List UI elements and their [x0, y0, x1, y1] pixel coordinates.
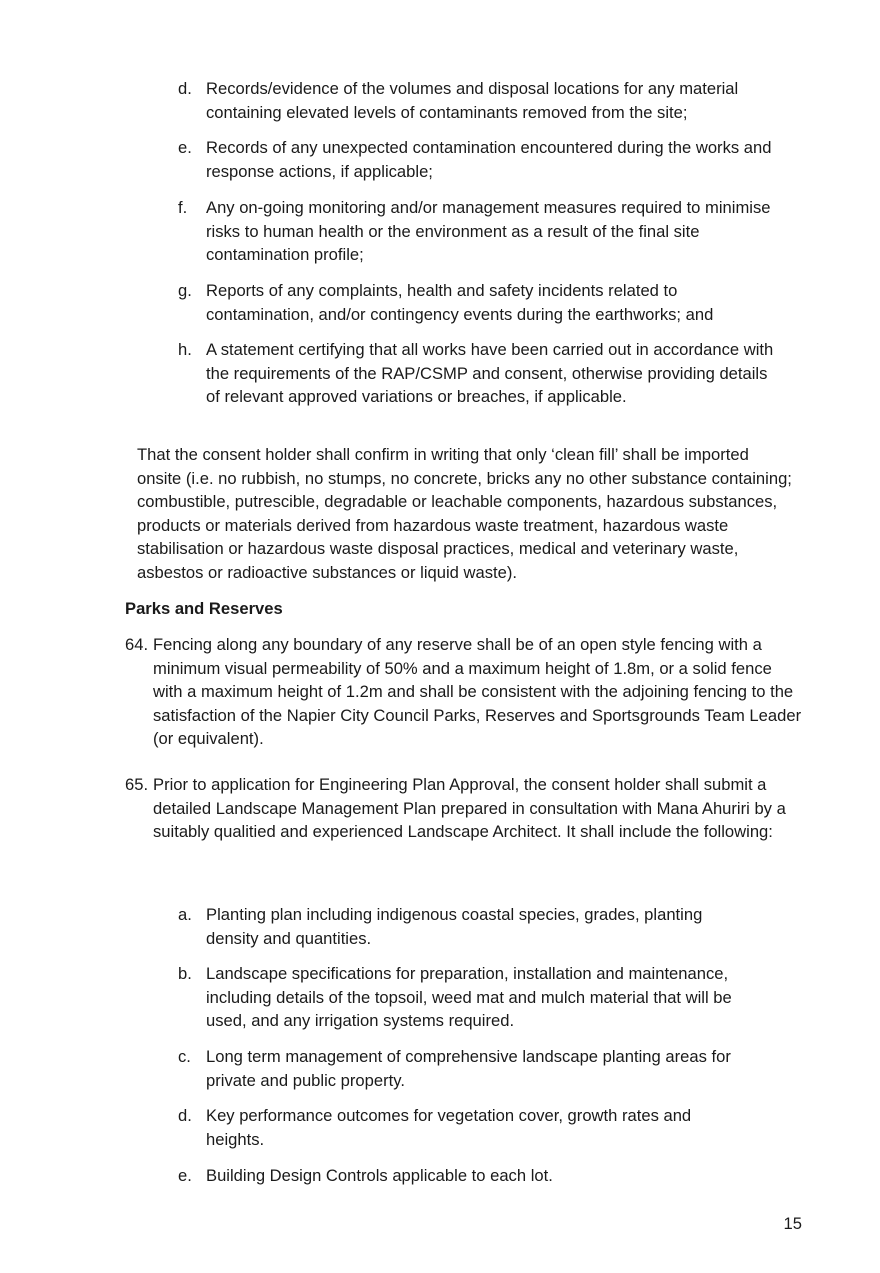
item-text: Fencing along any boundary of any reserve shall be of an open style fencing with a minimum visual permeability of 50% and a maximum height of 1.8m, or a solid fence with a maximum height of 1.2m and shall be consistent with the adjoining fencing to the satisfaction of the Napier City Council Parks, Reserves and Sportsgrounds Team Leader (or equivalent). — [153, 635, 802, 748]
numbered-item — [125, 773, 805, 844]
item-text: Prior to application for Engineering Plan Approval, the consent holder shall submit a detailed Landscape Management Plan prepared in consultation with Mana Ahuriri by a suitably qualitied and experienced Landscape Architect. It shall include the following: — [153, 775, 786, 841]
item-number: 65. — [125, 775, 149, 794]
list-item — [178, 196, 778, 267]
list-item-text: Building Design Controls applicable to each lot. — [206, 1166, 553, 1185]
list-item-letter: e. — [178, 1166, 192, 1185]
clean-fill-paragraph: That the consent holder shall confirm in writing that only ‘clean fill’ shall be imported onsite (i.e. no rubbish, no stumps, no concrete, bricks any no other substance containing; combustible, putrescible, degradable or leachable components, hazardous substances, products or materials derived from hazardous waste treatment, hazardous waste stabilisation or hazardous waste disposal practices, medical and veterinary waste, asbestos or radioactive substances or liquid waste). — [137, 445, 792, 582]
list-item-letter: h. — [178, 340, 192, 359]
list-item-text: Long term management of comprehensive landscape planting areas for private and public property. — [206, 1047, 731, 1090]
list-item-text: Records of any unexpected contamination encountered during the works and response actions, if applicable; — [206, 138, 772, 181]
list-item — [178, 962, 773, 1033]
item-number: 64. — [125, 635, 149, 654]
section-heading: Parks and Reserves — [125, 599, 283, 618]
list-item — [178, 338, 780, 409]
list-item-letter: c. — [178, 1047, 191, 1066]
list-item — [178, 77, 778, 124]
list-item-letter: d. — [178, 79, 192, 98]
list-item-letter: g. — [178, 281, 192, 300]
list-item-letter: e. — [178, 138, 192, 157]
list-item — [178, 1104, 738, 1151]
list-item-text: A statement certifying that all works have been carried out in accordance with the requirements of the RAP/CSMP and consent, otherwise providing details of relevant approved variations or breaches, if applicable. — [206, 340, 774, 406]
list-item-text: Records/evidence of the volumes and disposal locations for any material containing elevated levels of contaminants removed from the site; — [206, 79, 739, 122]
list-item-letter: f. — [178, 198, 188, 217]
list-item-text: Reports of any complaints, health and safety incidents related to contamination, and/or contingency events during the earthworks; and — [206, 281, 714, 324]
list-item-text: Any on-going monitoring and/or management measures required to minimise risks to human health or the environment as a result of the final site contamination profile; — [206, 198, 771, 264]
list-item-text: Key performance outcomes for vegetation cover, growth rates and heights. — [206, 1106, 692, 1149]
list-item-text: Landscape specifications for preparation, installation and maintenance, including details of the topsoil, weed mat and mulch material that will be used, and any irrigation systems required. — [206, 964, 732, 1030]
list-item — [178, 136, 778, 183]
list-item — [178, 1164, 778, 1188]
numbered-item — [125, 633, 805, 751]
list-item-letter: a. — [178, 905, 192, 924]
list-item-text: Planting plan including indigenous coastal species, grades, planting density and quantities. — [206, 905, 703, 948]
page-number: 15 — [783, 1214, 802, 1233]
list-item-letter: d. — [178, 1106, 192, 1125]
list-item — [178, 903, 743, 950]
list-item — [178, 279, 738, 326]
list-item — [178, 1045, 773, 1092]
list-item-letter: b. — [178, 964, 192, 983]
